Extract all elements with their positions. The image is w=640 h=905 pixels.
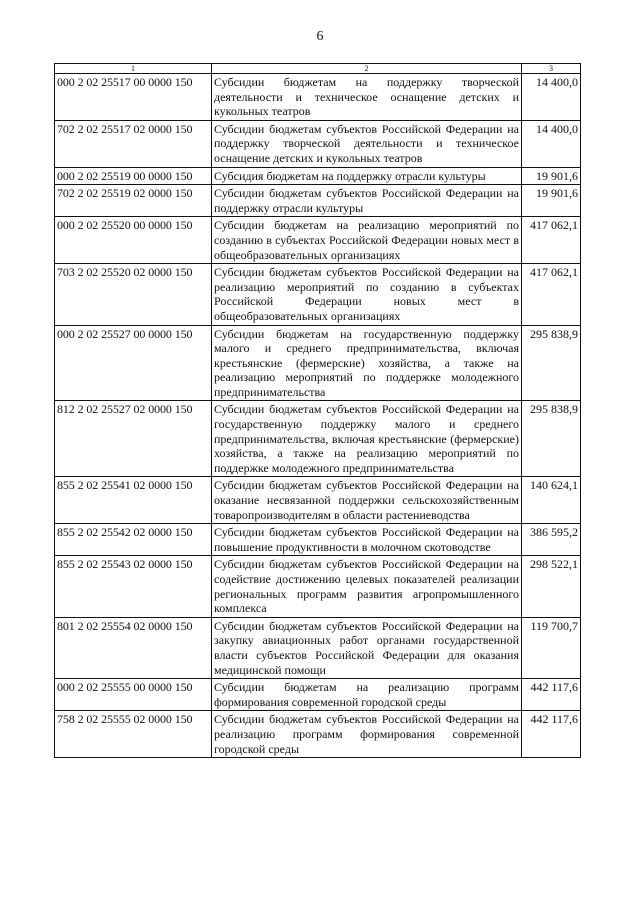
header-col-3: 3 bbox=[522, 64, 581, 74]
budget-amount: 295 838,9 bbox=[522, 401, 581, 477]
budget-code: 855 2 02 25542 02 0000 150 bbox=[55, 524, 212, 556]
table-row bbox=[55, 477, 581, 524]
budget-description: Субсидии бюджетам на реализацию мероприятий по созданию в субъектах Российской Федерации новых мест в общеобразовательных организациях bbox=[212, 217, 522, 264]
budget-code: 855 2 02 25541 02 0000 150 bbox=[55, 477, 212, 524]
header-row bbox=[55, 64, 581, 74]
budget-code: 000 2 02 25555 00 0000 150 bbox=[55, 679, 212, 711]
table-row bbox=[55, 217, 581, 264]
budget-amount: 417 062,1 bbox=[522, 217, 581, 264]
budget-description: Субсидии бюджетам субъектов Российской Федерации на содействие достижению целевых показателей реализации региональных программ развития агропромышленного комплекса bbox=[212, 556, 522, 617]
budget-code: 812 2 02 25527 02 0000 150 bbox=[55, 401, 212, 477]
budget-amount: 140 624,1 bbox=[522, 477, 581, 524]
budget-description: Субсидии бюджетам субъектов Российской Федерации на поддержку творческой деятельности и техническое оснащение детских и кукольных театров bbox=[212, 120, 522, 167]
budget-description: Субсидии бюджетам на поддержку творческой деятельности и техническое оснащение детских и кукольных театров bbox=[212, 74, 522, 121]
budget-amount: 386 595,2 bbox=[522, 524, 581, 556]
budget-amount: 442 117,6 bbox=[522, 679, 581, 711]
budget-amount: 14 400,0 bbox=[522, 74, 581, 121]
budget-code: 702 2 02 25517 02 0000 150 bbox=[55, 120, 212, 167]
table-row bbox=[55, 556, 581, 617]
budget-description: Субсидии бюджетам субъектов Российской Федерации на реализацию программ формирования современной городской среды bbox=[212, 711, 522, 758]
table-row bbox=[55, 325, 581, 401]
header-col-1: 1 bbox=[55, 64, 212, 74]
budget-description: Субсидии бюджетам субъектов Российской Федерации на реализацию мероприятий по созданию в субъектах Российской Федерации новых мест в общеобразовательных организациях bbox=[212, 264, 522, 325]
budget-code: 000 2 02 25520 00 0000 150 bbox=[55, 217, 212, 264]
budget-code: 000 2 02 25517 00 0000 150 bbox=[55, 74, 212, 121]
budget-amount: 19 901,6 bbox=[522, 167, 581, 185]
table-header bbox=[55, 64, 581, 74]
table-body bbox=[55, 74, 581, 758]
budget-description: Субсидии бюджетам субъектов Российской Федерации на повышение продуктивности в молочном скотоводстве bbox=[212, 524, 522, 556]
page-number: 6 bbox=[316, 29, 324, 44]
budget-description: Субсидии бюджетам субъектов Российской Федерации на государственную поддержку малого и среднего предпринимательства, включая крестьянские (фермерские) хозяйства, а также на реализацию мероприятий по поддержке молодежного предпринимательства bbox=[212, 401, 522, 477]
budget-description: Субсидии бюджетам на реализацию программ формирования современной городской среды bbox=[212, 679, 522, 711]
table-row bbox=[55, 524, 581, 556]
budget-description: Субсидии бюджетам субъектов Российской Федерации на закупку авиационных работ органами государственной власти субъектов Российской Федерации для оказания медицинской помощи bbox=[212, 617, 522, 678]
header-col-2: 2 bbox=[212, 64, 522, 74]
budget-amount: 417 062,1 bbox=[522, 264, 581, 325]
budget-code: 702 2 02 25519 02 0000 150 bbox=[55, 185, 212, 217]
budget-code: 758 2 02 25555 02 0000 150 bbox=[55, 711, 212, 758]
table-row bbox=[55, 401, 581, 477]
budget-amount: 295 838,9 bbox=[522, 325, 581, 401]
table-row bbox=[55, 711, 581, 758]
table-row bbox=[55, 679, 581, 711]
budget-amount: 119 700,7 bbox=[522, 617, 581, 678]
budget-code: 000 2 02 25527 00 0000 150 bbox=[55, 325, 212, 401]
table-row bbox=[55, 617, 581, 678]
table-row bbox=[55, 185, 581, 217]
budget-description: Субсидия бюджетам на поддержку отрасли культуры bbox=[212, 167, 522, 185]
budget-description: Субсидии бюджетам на государственную поддержку малого и среднего предпринимательства, включая крестьянские (фермерские) хозяйства, а также на реализацию мероприятий по поддержке молодежного предпринимательства bbox=[212, 325, 522, 401]
budget-code: 000 2 02 25519 00 0000 150 bbox=[55, 167, 212, 185]
budget-table bbox=[54, 63, 581, 758]
table-row bbox=[55, 167, 581, 185]
budget-amount: 298 522,1 bbox=[522, 556, 581, 617]
budget-code: 703 2 02 25520 02 0000 150 bbox=[55, 264, 212, 325]
budget-code: 855 2 02 25543 02 0000 150 bbox=[55, 556, 212, 617]
budget-amount: 14 400,0 bbox=[522, 120, 581, 167]
budget-description: Субсидии бюджетам субъектов Российской Федерации на поддержку отрасли культуры bbox=[212, 185, 522, 217]
table-row bbox=[55, 120, 581, 167]
table-row bbox=[55, 264, 581, 325]
budget-description: Субсидии бюджетам субъектов Российской Федерации на оказание несвязанной поддержки сельскохозяйственным товаропроизводителям в области растениеводства bbox=[212, 477, 522, 524]
budget-code: 801 2 02 25554 02 0000 150 bbox=[55, 617, 212, 678]
table-row bbox=[55, 74, 581, 121]
budget-amount: 19 901,6 bbox=[522, 185, 581, 217]
budget-amount: 442 117,6 bbox=[522, 711, 581, 758]
